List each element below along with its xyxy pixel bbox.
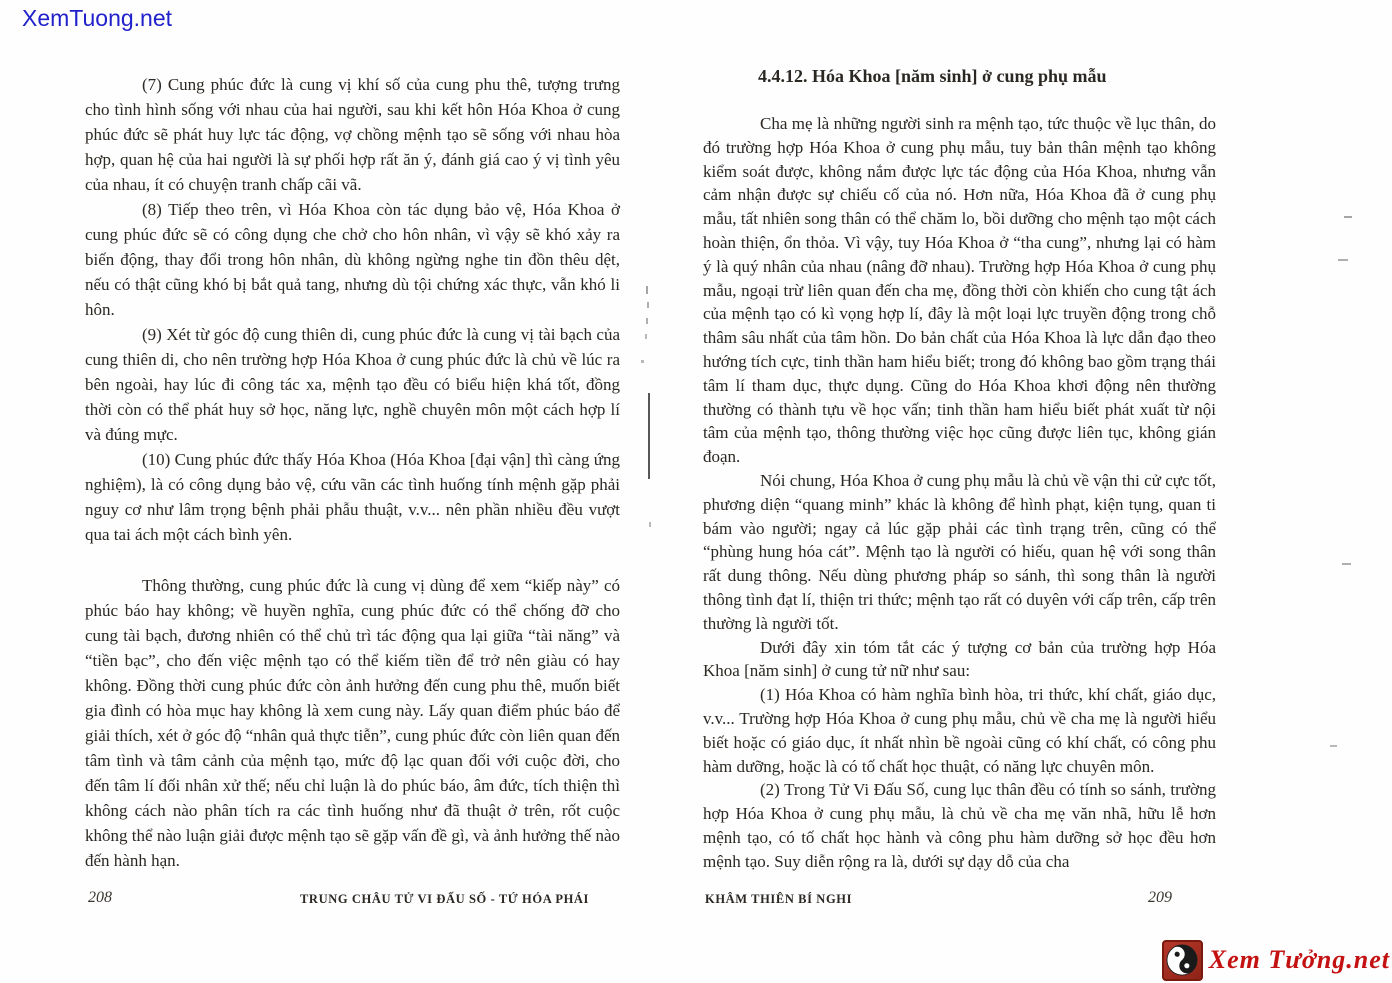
scan-speck [647,302,649,308]
right-page-number: 209 [1148,889,1172,906]
section-heading: 4.4.12. Hóa Khoa [năm sinh] ở cung phụ mẫu [758,66,1107,86]
scan-speck [641,360,644,363]
logo-text: Xem Tưởng.net [1208,945,1390,974]
left-paragraph-7: (7) Cung phúc đức là cung vị khí số của cung phu thê, tượng trưng cho tình hình sống với nhau của hai người, sau khi kết hôn Hóa Khoa ở cung phúc đức sẽ phát huy lực tác động, vợ chồng mệnh tạo sẽ sống với nhau hòa hợp, quan hệ của hai người là sự phối hợp rất ăn ý, đánh giá cao ý vị tình yêu của nhau, ít có chuyện tranh chấp cãi vã. [85,75,620,194]
right-paragraph-item-2: (2) Trong Tử Vi Đấu Số, cung lục thân đều có tính so sánh, trường hợp Hóa Khoa ở cung phụ mẫu, là chủ về cha mẹ văn nhã, hữu lễ hơn mệnh tạo, có tố chất học hành và công phu hàm dưỡng sở học đều hơn mệnh tạo. Suy diễn rộng ra là, dưới sự dạy dỗ của cha [703,780,1216,871]
left-paragraph-summary: Thông thường, cung phúc đức là cung vị dùng để xem “kiếp này” có phúc báo hay không; về huyền nghĩa, cung phúc đức có thể chống đỡ cho cung tài bạch, đương nhiên có thể chủ trì tác động qua lại giữa “tài năng” và “tiền bạc”, cho đến việc mệnh tạo có thể kiếm tiền để trở nên giàu có hay không. Đồng thời cung phúc đức còn ảnh hưởng đến cung phu thê, muốn biết gia đình có hòa mục hay không là xem cung này. Lấy quan điểm phúc báo để giải thích, xét ở góc độ “nhân quả thực tiễn”, cung phúc đức còn liên quan đến tâm tình và tâm cảnh của mệnh tạo, mức độ lạc quan đối với cuộc đời, cho đến tâm lí đối nhân xử thế; nếu chỉ luận là do phúc báo, âm đức, tích thiện thì không cách nào phân tích ra các tình huống như đã thuật ở trên, rốt cuộc không thể nào luận giải được mệnh tạo sẽ gặp vấn đề gì, và ảnh hưởng thế nào đến hành hạn. [85,576,620,870]
right-paragraph-intro: Cha mẹ là những người sinh ra mệnh tạo, tức thuộc về lục thân, do đó trường hợp Hóa Khoa ở cung phụ mẫu, tuy bản thân mệnh tạo không kiểm soát được, không nắm được lực tác động của Hóa Khoa, nhưng vẫn cảm nhận được sự chiếu cố của nó. Hơn nữa, Hóa Khoa đã ở cung phụ mẫu, tất nhiên song thân có thể chăm lo, bồi dưỡng cho mệnh tạo một cách hoàn thiện, ổn thỏa. Vì vậy, tuy Hóa Khoa ở “tha cung”, nhưng lại có hàm ý là quý nhân của nhau (nâng đỡ nhau). Trường hợp Hóa Khoa ở cung phụ mẫu, ngoại trừ liên quan đến cha mẹ, đồng thời còn khiến cho cung tật ách của mệnh tạo có kì vọng hợp lí, đây là một loại lực truyền động trong chỗ thâm sâu nhất của tâm hồn. Do bản chất của Hóa Khoa là lực dẫn đạo theo hướng tích cực, tinh thần ham hiểu biết; trong đó không bao gồm trạng thái tâm lí tham dục, thực dụng. Cũng do Hóa Khoa khơi động nên thường thường có thành tựu về học vấn; tinh thần ham hiểu biết phát xuất từ nội tâm của mệnh tạo, thông thường việc học cũng được liên tục, không gián đoạn. [703,114,1216,467]
right-page [703,64,1216,874]
scan-speck [646,318,648,324]
gutter-scan-line [648,393,650,479]
right-running-title: KHÂM THIÊN BÍ NGHI [705,892,853,906]
scan-speck [1330,745,1337,747]
left-paragraph-8: (8) Tiếp theo trên, vì Hóa Khoa còn tác dụng bảo vệ, Hóa Khoa ở cung phúc đức sẽ có công dụng che chở cho hôn nhân, vì vậy sẽ khó xảy ra biến động, thay đổi trong hôn nhân, dù không ngừng nghe tin đồn thêu dệt, nếu có thật cũng khó bị bắt quả tang, nhưng dù tội chứng xác thực, vẫn khó li hôn. [85,200,620,319]
xemtuong-watermark-link[interactable]: XemTuong.net [22,5,173,31]
left-running-title: TRUNG CHÂU TỬ VI ĐẤU SỐ - TỨ HÓA PHÁI [300,892,590,906]
right-paragraph-general: Nói chung, Hóa Khoa ở cung phụ mẫu là chủ về vận thi cử cực tốt, phương diện “quang minh” khác là không để hình phạt, kiện tụng, quan ti bám vào người; ngay cả lúc gặp phải các tình trạng trên, cũng có thể “phùng hung hóa cát”. Mệnh tạo là người có hiếu, quan hệ với song thân rất dung thông. Nếu dùng phương pháp so sánh, thì song thân là người thông tình đạt lí, thiện tri thức; mệnh tạo rất có duyên với cấp trên, cấp trên thường là người tốt. [703,470,1216,633]
scan-speck [645,334,647,339]
left-paragraph-9: (9) Xét từ góc độ cung thiên di, cung phúc đức là cung vị tài bạch của cung thiên di, cho nên trường hợp Hóa Khoa ở cung phúc đức là chủ về lúc ra bên ngoài, hay lúc đi công tác xa, mệnh tạo đều có biểu hiện khá tốt, đồng thời còn có thể phát huy sở học, năng lực, nghề chuyên môn một cách hợp lí và đúng mực. [85,325,620,444]
scan-speck [1342,563,1351,565]
scan-speck [646,286,648,294]
yin-yang-icon [1162,940,1203,981]
xemtuong-logo[interactable] [1162,937,1390,983]
left-paragraph-10: (10) Cung phúc đức thấy Hóa Khoa (Hóa Khoa [đại vận] thì càng ứng nghiệm), là có công dụng bảo vệ, cứu vãn các tình huống tính mệnh gặp phải nguy cơ như lâm trọng bệnh phải phẫu thuật, v.v... nên phần nhiều đều vượt qua tai ách một cách bình yên. [85,450,620,544]
scan-speck [649,522,651,527]
left-page [85,72,620,873]
scan-speck [1344,216,1352,218]
left-page-number: 208 [88,889,112,906]
right-paragraph-lead-in: Dưới đây xin tóm tắt các ý tượng cơ bản của trường hợp Hóa Khoa [năm sinh] ở cung tử nữ như sau: [703,637,1216,681]
scan-speck [1338,259,1348,261]
right-paragraph-item-1: (1) Hóa Khoa có hàm nghĩa bình hòa, tri thức, khí chất, giáo dục, v.v... Trường hợp Hóa Khoa ở cung phụ mẫu, chủ về cha mẹ là người hiểu biết hoặc có giáo dục, ít nhất nhìn bề ngoài cũng có khí chất, có công phu hàm dưỡng, hoặc là có tố chất học thuật, có năng lực chuyên môn. [703,685,1216,776]
